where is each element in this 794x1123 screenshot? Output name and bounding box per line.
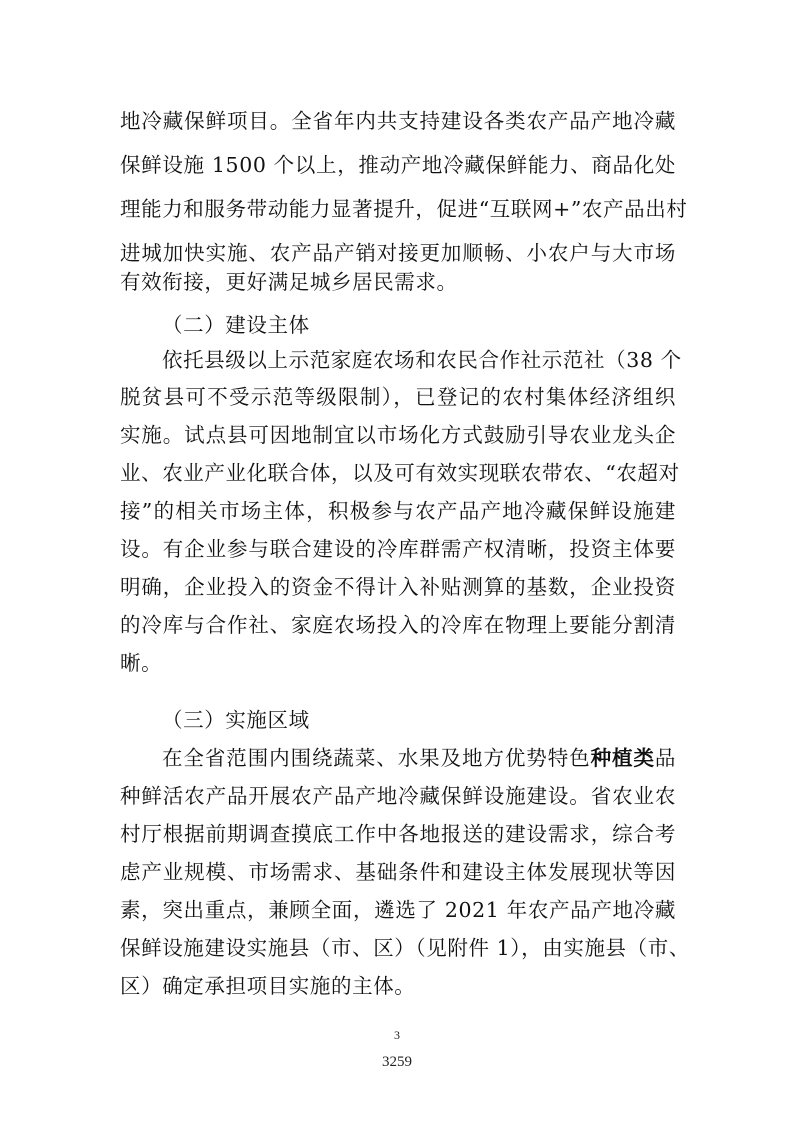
paragraph-3-line-6: 保鲜设施建设实施县（市、区）（见附件 1），由实施县（市、 bbox=[120, 936, 690, 960]
paragraph-1-line-3: 理能力和服务带动能力显著提升，促进“互联网+”农产品出村 bbox=[120, 197, 688, 221]
paragraph-2-line-3: 实施。试点县可因地制宜以市场化方式鼓励引导农业龙头企 bbox=[120, 423, 676, 447]
document-page-number: 3259 bbox=[382, 1054, 412, 1070]
section-heading-3: （三）实施区域 bbox=[162, 708, 310, 732]
paragraph-1-line-1: 地冷藏保鲜项目。全省年内共支持建设各类农产品产地冷藏 bbox=[120, 109, 676, 133]
paragraph-2-line-8: 的冷库与合作社、家庭农场投入的冷库在物理上要能分割清 bbox=[120, 613, 676, 637]
paragraph-2-line-7: 明确，企业投入的资金不得计入补贴测算的基数，企业投资 bbox=[120, 575, 676, 599]
paragraph-3-line-1 bbox=[162, 744, 676, 772]
paragraph-1-line-2: 保鲜设施 1500 个以上，推动产地冷藏保鲜能力、商品化处 bbox=[120, 153, 676, 177]
paragraph-3-line-3: 村厅根据前期调查摸底工作中各地报送的建设需求，综合考 bbox=[120, 822, 676, 846]
paragraph-3-line-1-text: 在全省范围内围绕蔬菜、水果及地方优势特色 bbox=[162, 746, 591, 770]
section-heading-2: （二）建设主体 bbox=[162, 313, 310, 337]
paragraph-2-line-5: 接”的相关市场主体，积极参与农产品产地冷藏保鲜设施建 bbox=[120, 499, 676, 523]
paragraph-1-line-5: 有效衔接，更好满足城乡居民需求。 bbox=[120, 270, 458, 294]
paragraph-3-line-4: 虑产业规模、市场需求、基础条件和建设主体发展现状等因 bbox=[120, 860, 676, 884]
paragraph-2-line-4: 业、农业产业化联合体，以及可有效实现联农带农、“农超对 bbox=[120, 461, 680, 485]
paragraph-3-line-7: 区）确定承担项目实施的主体。 bbox=[120, 974, 416, 998]
paragraph-2-line-9: 晰。 bbox=[120, 651, 163, 675]
paragraph-2-line-1: 依托县级以上示范家庭农场和农民合作社示范社（38 个 bbox=[162, 348, 682, 372]
paragraph-1-line-4: 进城加快实施、农产品产销对接更加顺畅、小农户与大市场 bbox=[120, 241, 676, 265]
paragraph-3-line-5: 素，突出重点，兼顾全面，遴选了 2021 年农产品产地冷藏 bbox=[120, 898, 676, 922]
paragraph-3-line-2: 种鲜活农产品开展农产品产地冷藏保鲜设施建设。省农业农 bbox=[120, 784, 676, 808]
page-number: 3 bbox=[394, 1028, 400, 1042]
paragraph-3-line-1-tail: 品 bbox=[654, 746, 676, 770]
paragraph-2-line-2: 脱贫县可不受示范等级限制），已登记的农村集体经济组织 bbox=[120, 385, 676, 409]
paragraph-2-line-6: 设。有企业参与联合建设的冷库群需产权清晰，投资主体要 bbox=[120, 537, 676, 561]
highlighted-term: 种植类 bbox=[590, 746, 655, 770]
